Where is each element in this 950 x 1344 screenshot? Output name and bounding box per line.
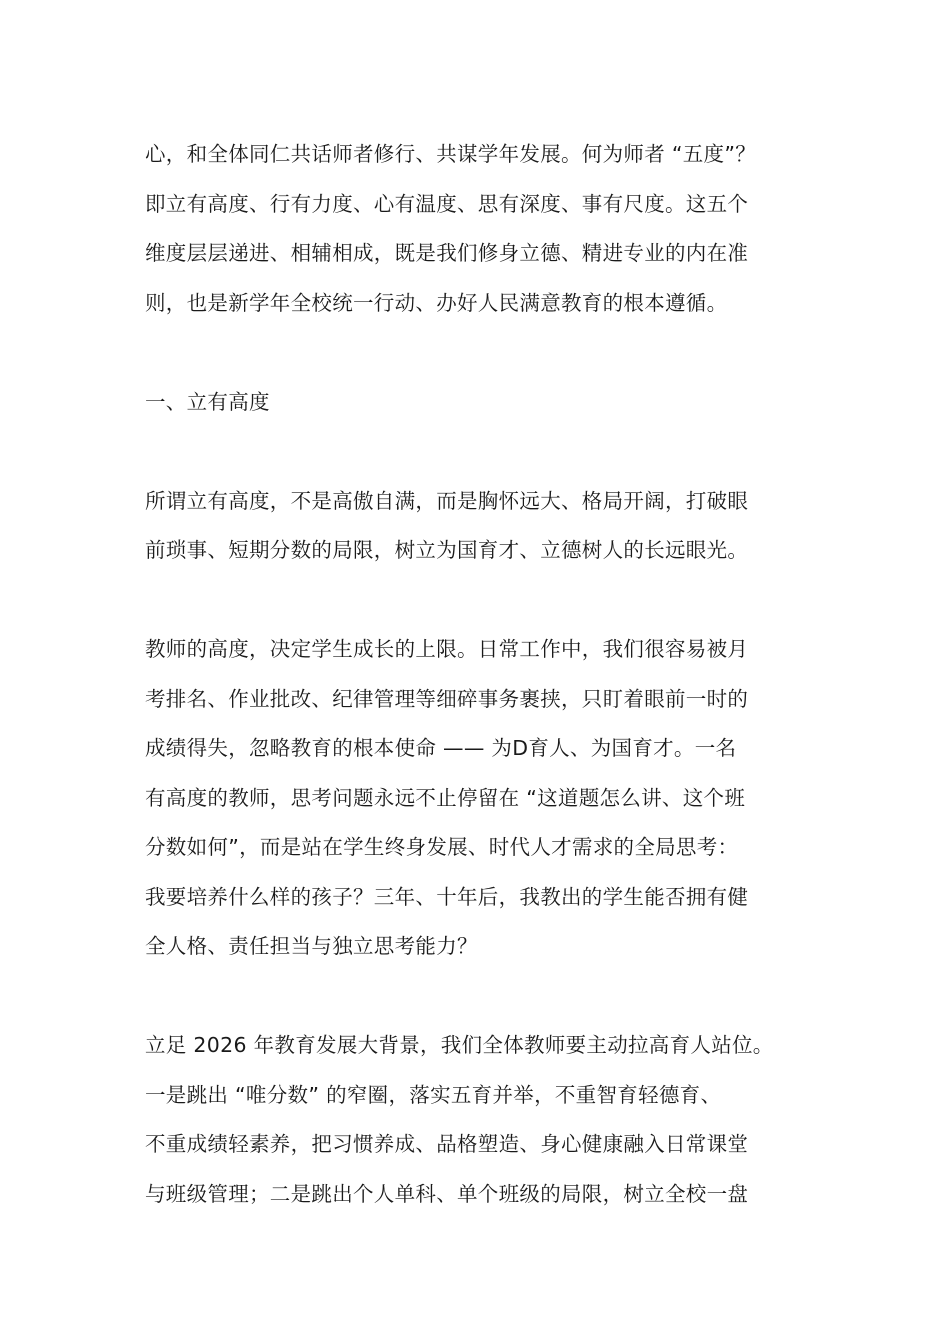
text-line: 前琐事、短期分数的局限，树立为国育才、立德树人的长远眼光。 — [145, 538, 749, 562]
text-line: 即立有高度、行有力度、心有温度、思有深度、事有尺度。这五个 — [145, 191, 749, 216]
text-line: 一是跳出 “唯分数” 的窄圈，落实五育并举，不重智育轻德育、 — [145, 1082, 722, 1107]
text-line: 全人格、责任担当与独立思考能力？ — [145, 934, 478, 958]
paragraph-teacher-height — [145, 625, 835, 972]
section-heading: 一、立有高度 — [145, 389, 270, 414]
text-line: 成绩得失，忽略教育的根本使命 —— 为D育人、为国育才。一名 — [145, 736, 737, 760]
text-line: 我要培养什么样的孩子？三年、十年后，我教出的学生能否拥有健 — [145, 884, 749, 909]
paragraph-2026 — [145, 1021, 835, 1219]
text-line: 心，和全体同仁共话师者修行、共谋学年发展。何为师者 “五度”？ — [145, 142, 757, 166]
text-line: 考排名、作业批改、纪律管理等细碎事务裹挟，只盯着眼前一时的 — [145, 686, 749, 711]
text-line: 维度层层递进、相辅相成，既是我们修身立德、精进专业的内在准 — [145, 241, 749, 265]
document-body — [145, 130, 835, 1219]
paragraph-spacer — [145, 972, 835, 1022]
paragraph-definition — [145, 477, 835, 576]
text-line: 则，也是新学年全校统一行动、办好人民满意教育的根本遵循。 — [145, 290, 728, 315]
paragraph-intro — [145, 130, 835, 328]
text-line: 不重成绩轻素养，把习惯养成、品格塑造、身心健康融入日常课堂 — [145, 1132, 749, 1156]
text-line: 与班级管理；二是跳出个人单科、单个班级的局限，树立全校一盘 — [145, 1181, 749, 1206]
paragraph-spacer — [145, 576, 835, 626]
paragraph-spacer — [145, 328, 835, 378]
paragraph-spacer — [145, 427, 835, 477]
text-line: 有高度的教师，思考问题永远不止停留在 “这道题怎么讲、这个班 — [145, 785, 746, 810]
text-line: 所谓立有高度，不是高傲自满，而是胸怀远大、格局开阔，打破眼 — [145, 488, 749, 513]
text-line: 教师的高度，决定学生成长的上限。日常工作中，我们很容易被月 — [145, 637, 749, 661]
text-line: 立足 2026 年教育发展大背景，我们全体教师要主动拉高育人站位。 — [145, 1033, 774, 1057]
text-line: 分数如何”，而是站在学生终身发展、时代人才需求的全局思考： — [145, 835, 739, 859]
